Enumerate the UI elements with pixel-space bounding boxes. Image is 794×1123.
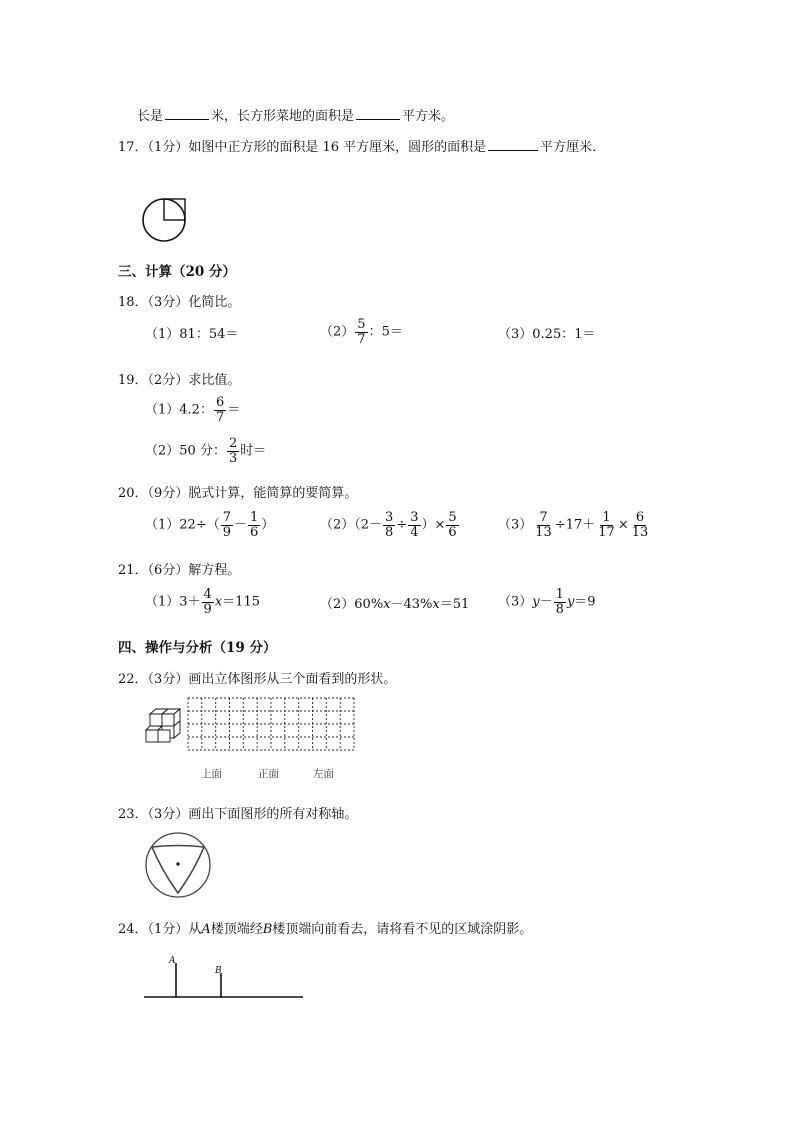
fraction: [248, 511, 260, 539]
denominator: 7: [215, 409, 225, 425]
numerator: 6: [215, 395, 225, 410]
q20-part-2: [320, 511, 460, 539]
text-segment: －43%: [390, 597, 433, 612]
answer-blank[interactable]: [488, 140, 538, 151]
fraction: [355, 318, 367, 346]
fraction: [630, 511, 651, 539]
q18-part-2: [320, 318, 403, 346]
section-heading: 四、操作与分析（19 分）: [118, 640, 277, 656]
operator: ×: [617, 517, 629, 533]
denominator: 4: [410, 524, 419, 540]
numerator: 1: [250, 510, 259, 525]
denominator: 17: [598, 524, 615, 540]
text-segment: ＝51: [439, 597, 470, 612]
building-label: A: [201, 922, 211, 937]
circle-square-figure: [140, 196, 190, 246]
numerator: 1: [602, 510, 611, 525]
numerator: 4: [203, 587, 212, 602]
numerator: 7: [222, 510, 231, 525]
q19-part-1: [145, 396, 240, 424]
text-segment: （2）: [320, 324, 355, 340]
fraction: [202, 588, 214, 616]
denominator: 3: [228, 450, 238, 466]
text-segment: 米，长方形菜地的面积是: [211, 109, 355, 124]
q21-part-2: [320, 593, 469, 612]
question-text: 平方厘米．: [540, 140, 606, 155]
fraction: [554, 588, 566, 616]
text-segment: ÷17＋: [554, 517, 596, 533]
variable: x: [432, 597, 440, 612]
text-segment: 长是: [137, 109, 164, 124]
denominator: 7: [357, 331, 366, 347]
view-label-front: 正面: [258, 768, 279, 780]
numerator: 5: [357, 317, 366, 332]
text-segment: （1）4.2：: [145, 402, 213, 418]
question-text: 17．（1分）如图中正方形的面积是 16 平方厘米，圆形的面积是: [118, 140, 487, 155]
denominator: 9: [203, 601, 212, 617]
q20-part-3: [498, 511, 651, 539]
q21-part-3: [498, 588, 596, 616]
question-23-title: 23．（3分）画出下面图形的所有对称轴。: [118, 807, 358, 822]
cube-stack-figure: [144, 708, 186, 742]
fraction: [408, 511, 420, 539]
text-segment: （2）50 分：: [145, 443, 226, 459]
denominator: 9: [222, 524, 231, 540]
question-18-title: 18．（3分）化简比。: [118, 295, 241, 310]
numerator: 7: [539, 510, 548, 525]
text-segment: ＝9: [574, 594, 596, 610]
answer-blank[interactable]: [356, 109, 400, 120]
dotted-grid: [188, 698, 354, 750]
denominator: 6: [448, 524, 457, 540]
numerator: 6: [635, 510, 645, 525]
text-segment: （3）: [498, 517, 533, 533]
numerator: 3: [410, 510, 419, 525]
question-17: [118, 136, 605, 155]
variable: x: [383, 597, 391, 612]
section-heading: 三、计算（20 分）: [118, 264, 236, 280]
operator: －: [234, 517, 248, 533]
text-segment: 24．（1分）从: [118, 922, 202, 937]
text-segment: （2）60%: [320, 597, 384, 612]
fraction: [227, 437, 239, 465]
numerator: 2: [228, 436, 238, 451]
variable: x: [214, 594, 223, 610]
text-segment: （1）3＋: [145, 594, 201, 610]
question-24-title: [118, 918, 532, 937]
buildings-figure: [144, 955, 304, 1000]
text-segment: （1）22÷（: [145, 517, 220, 533]
text-segment: ）×: [421, 517, 446, 533]
text-segment: （2）（2－: [320, 517, 383, 533]
q18-part-3: （3）0.25：1＝: [498, 327, 596, 342]
view-label-top: 上面: [201, 768, 222, 780]
text-segment: （3）: [498, 594, 533, 610]
text-segment: ）: [261, 517, 275, 533]
denominator: 8: [385, 524, 394, 540]
view-label-left: 左面: [313, 768, 334, 780]
building-a-tag: A: [169, 956, 176, 966]
numerator: 1: [555, 587, 564, 602]
fraction: [214, 396, 226, 424]
text-segment: 时＝: [240, 443, 267, 459]
text-segment: ＝: [227, 402, 241, 418]
question-22-title: 22．（3分）画出立体图形从三个面看到的形状。: [118, 672, 397, 687]
numerator: 3: [385, 510, 394, 525]
variable: y: [566, 594, 575, 610]
circle-triangle-figure: [144, 831, 212, 899]
variable: y: [532, 594, 540, 610]
fraction: [383, 511, 395, 539]
text-segment: ＝115: [222, 594, 260, 610]
question-21-title: 21．（6分）解方程。: [118, 563, 241, 578]
q20-part-1: [145, 511, 274, 539]
operator: －: [539, 594, 553, 610]
fraction: [446, 511, 458, 539]
fraction: [533, 511, 554, 539]
text-segment: ：5＝: [368, 324, 403, 340]
fraction: [221, 511, 233, 539]
operator: ÷: [396, 517, 408, 533]
building-label: B: [262, 922, 273, 937]
denominator: 8: [555, 601, 564, 617]
q21-part-1: [145, 588, 260, 616]
fraction: [596, 511, 617, 539]
text-segment: 楼顶端向前看去，请将看不见的区域涂阴影。: [272, 922, 533, 937]
denominator: 13: [535, 524, 552, 540]
text-segment: 楼顶端经: [210, 922, 263, 937]
q19-part-2: [145, 437, 266, 465]
denominator: 6: [250, 524, 259, 540]
answer-blank[interactable]: [165, 109, 209, 120]
numerator: 5: [448, 510, 457, 525]
denominator: 13: [631, 524, 649, 540]
question-19-title: 19．（2分）求比值。: [118, 373, 241, 388]
q18-part-1: （1）81：54＝: [145, 327, 239, 342]
text-segment: 平方米。: [402, 109, 455, 124]
building-b-tag: B: [215, 966, 222, 976]
continuation-line: [137, 105, 454, 124]
question-20-title: 20．（9分）脱式计算，能简算的要简算。: [118, 486, 358, 501]
